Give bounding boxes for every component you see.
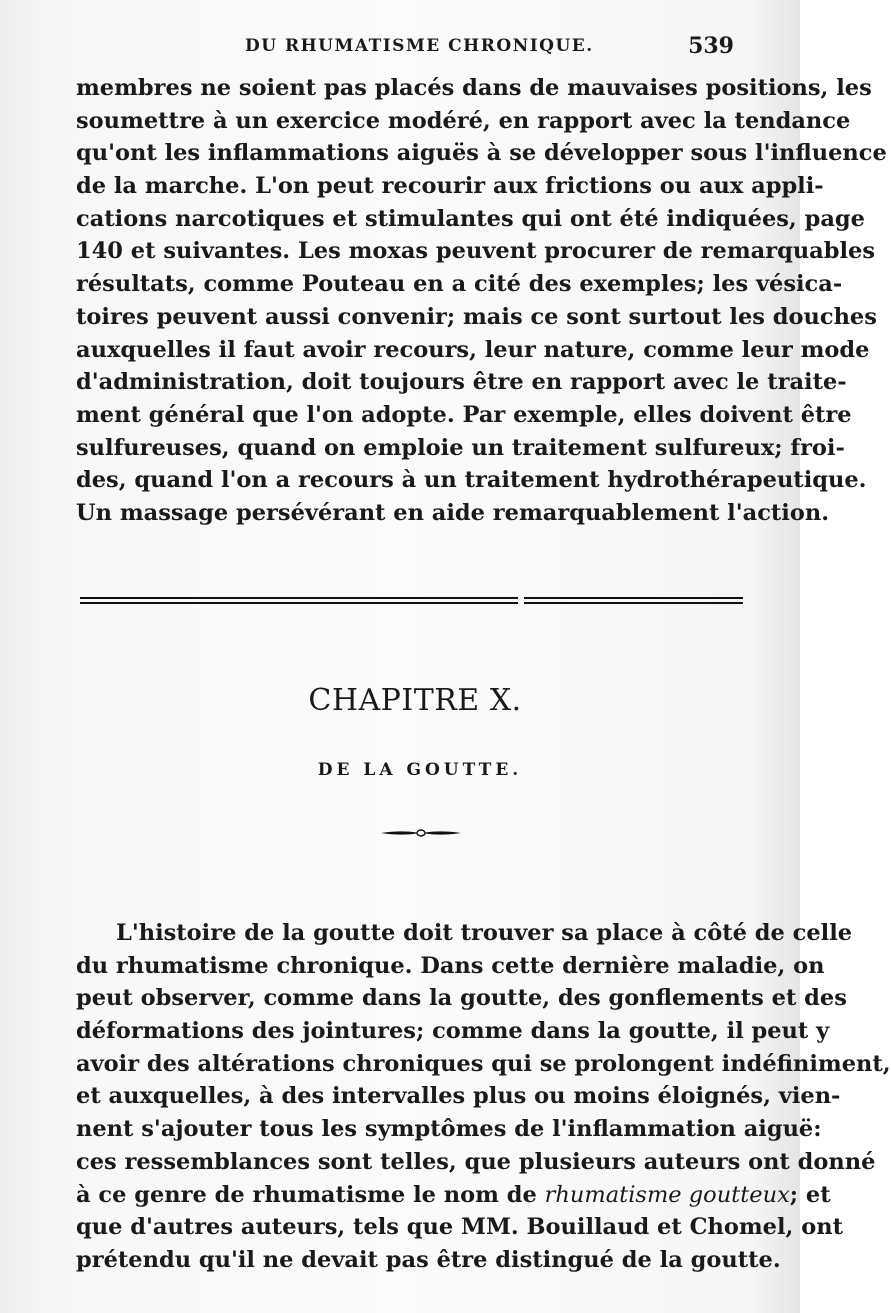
text-line: déformations des jointures; comme dans la goutte, il peut y: [76, 1018, 830, 1045]
paragraph-1: [76, 72, 887, 530]
text-line: résultats, comme Pouteau en a cité des exemples; les vésica-: [76, 271, 843, 298]
text-line: membres ne soient pas placés dans de mauvaises positions, les: [76, 75, 872, 101]
italic-term: rhumatisme goutteux: [544, 1181, 790, 1208]
double-rule-divider: [80, 597, 743, 605]
text-line: peut observer, comme dans la goutte, des gonflements et des: [76, 985, 847, 1012]
text-line: soumettre à un exercice modéré, en rapport avec la tendance: [76, 107, 851, 134]
text-segment: ; et: [789, 1181, 831, 1208]
text-line: Un massage persévérant en aide remarquablement l'action.: [76, 499, 830, 526]
chapter-subtitle: DE LA GOUTTE.: [317, 760, 523, 780]
text-line: de la marche. L'on peut recourir aux frictions ou aux appli-: [76, 173, 824, 200]
chapter-title: CHAPITRE X.: [308, 683, 522, 718]
text-line: 140 et suivantes. Les moxas peuvent procurer de remarquables: [76, 238, 876, 265]
text-line: que d'autres auteurs, tels que MM. Bouillaud et Chomel, ont: [76, 1214, 843, 1241]
text-line: nent s'ajouter tous les symptômes de l'inflammation aiguë:: [76, 1116, 822, 1143]
paragraph-2: [76, 917, 891, 1277]
text-line: cations narcotiques et stimulantes qui ont été indiquées, page: [76, 205, 865, 232]
text-line: et auxquelles, à des intervalles plus ou moins éloignés, vien-: [76, 1083, 841, 1110]
ornament-divider-icon: [381, 826, 461, 840]
text-line: auxquelles il faut avoir recours, leur nature, comme leur mode: [76, 336, 870, 363]
text-line: [76, 1179, 831, 1212]
text-line: du rhumatisme chronique. Dans cette dernière maladie, on: [76, 952, 825, 979]
text-line: ces ressemblances sont telles, que plusieurs auteurs ont donné: [76, 1148, 876, 1175]
text-line: toires peuvent aussi convenir; mais ce sont surtout les douches: [76, 303, 877, 330]
text-line: des, quand l'on a recours à un traitement hydrothérapeutique.: [76, 467, 867, 494]
text-line: prétendu qu'il ne devait pas être distingué de la goutte.: [76, 1246, 781, 1273]
text-line: ment général que l'on adopte. Par exemple, elles doivent être: [76, 401, 852, 428]
text-line: sulfureuses, quand on emploie un traitement sulfureux; froi-: [76, 434, 845, 461]
text-line: d'administration, doit toujours être en rapport avec le traite-: [76, 369, 847, 396]
text-line: qu'ont les inflammations aiguës à se développer sous l'influence: [76, 140, 887, 167]
text-line: L'histoire de la goutte doit trouver sa place à côté de celle: [116, 920, 853, 946]
running-head: DU RHUMATISME CHRONIQUE.: [245, 36, 594, 56]
text-segment: à ce genre de rhumatisme le nom de: [76, 1181, 537, 1208]
text-line: avoir des altérations chroniques qui se prolongent indéfiniment,: [76, 1050, 891, 1077]
page-number: 539: [688, 33, 734, 59]
